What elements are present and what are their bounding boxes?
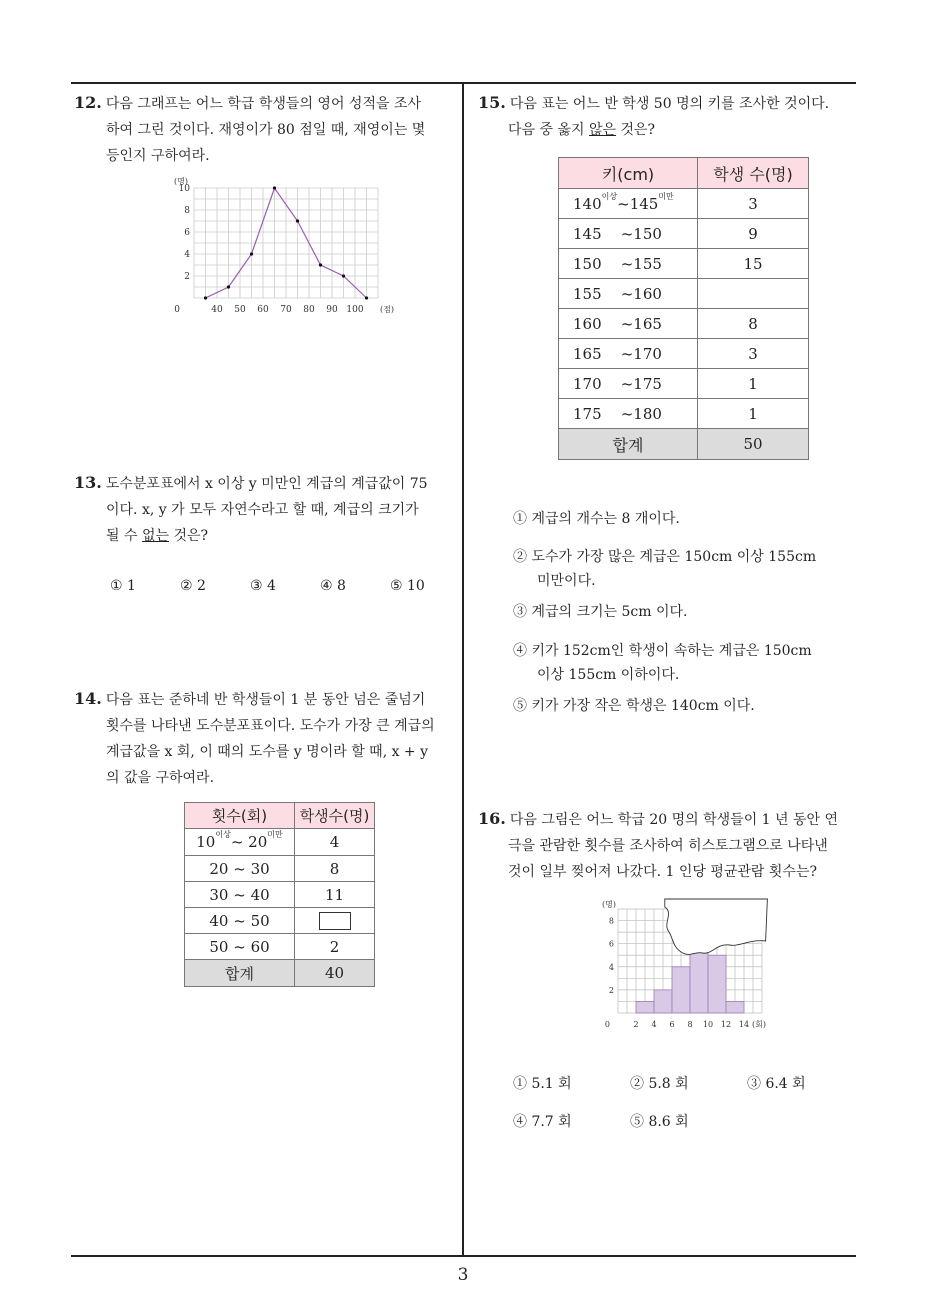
total-label: 합계 bbox=[559, 429, 698, 460]
col-header: 학생수(명) bbox=[295, 803, 375, 829]
q12-score-line-chart bbox=[168, 172, 398, 317]
data-point bbox=[365, 296, 368, 299]
option-2[interactable] bbox=[513, 545, 816, 593]
class-low: 20 bbox=[209, 859, 229, 878]
freq-cell bbox=[698, 279, 809, 309]
option-text: ② 도수가 가장 많은 계급은 150cm 이상 155cm bbox=[513, 549, 817, 565]
question-text: 도수분포표에서 x 이상 y 미만인 계급의 계급값이 75 bbox=[105, 476, 428, 492]
x-tick-label: 6 bbox=[669, 1020, 675, 1029]
freq-cell: 8 bbox=[295, 856, 375, 882]
class-low: 150 bbox=[573, 254, 602, 273]
option-5[interactable] bbox=[513, 694, 755, 718]
class-low: 50 bbox=[209, 937, 229, 956]
class-high: 50 bbox=[250, 911, 270, 930]
tilde: ~ bbox=[617, 194, 630, 213]
y-tick-label: 6 bbox=[608, 939, 614, 949]
option-text: ③ 계급의 크기는 5cm 이다. bbox=[513, 604, 688, 620]
y-tick-label: 0 bbox=[604, 1020, 610, 1029]
class-cell bbox=[559, 189, 698, 219]
total-value: 50 bbox=[698, 429, 809, 460]
torn-edge bbox=[665, 899, 768, 954]
data-point bbox=[296, 219, 299, 222]
class-high: 40 bbox=[250, 885, 270, 904]
class-high: 170 bbox=[633, 344, 662, 363]
tilde: ~ bbox=[620, 344, 634, 363]
text-part: 될 수 bbox=[106, 528, 142, 544]
x-axis-unit: (회) bbox=[752, 1020, 766, 1029]
tilde: ~ bbox=[620, 254, 634, 273]
y-tick-label: 2 bbox=[608, 985, 614, 995]
freq-cell: 1 bbox=[698, 399, 809, 429]
y-tick-label: 2 bbox=[184, 272, 190, 282]
underlined-word: 않은 bbox=[588, 122, 617, 138]
class-cell bbox=[559, 219, 698, 249]
freq-cell: 2 bbox=[295, 934, 375, 960]
data-point bbox=[250, 252, 253, 255]
choice-4[interactable]: ④ 7.7 회 bbox=[513, 1114, 572, 1130]
freq-cell: 4 bbox=[295, 829, 375, 856]
x-tick-label: 14 bbox=[738, 1020, 750, 1029]
class-low: 10 bbox=[196, 833, 216, 851]
class-low: 40 bbox=[209, 911, 229, 930]
sup-ge: 이상 bbox=[215, 830, 231, 839]
blank-answer-box bbox=[319, 912, 351, 930]
class-low: 165 bbox=[573, 344, 602, 363]
question-text: 의 값을 구하여라. bbox=[106, 770, 215, 786]
class-cell bbox=[185, 882, 295, 908]
col-header: 학생 수(명) bbox=[698, 158, 809, 189]
x-tick-label: 60 bbox=[257, 305, 269, 315]
text-part: 것은? bbox=[169, 528, 209, 544]
question-number: 16. bbox=[478, 809, 506, 828]
option-4[interactable] bbox=[513, 639, 812, 687]
choice-3[interactable]: ③ 4 bbox=[250, 578, 276, 594]
question-text: 다음 표는 준하네 반 학생들이 1 분 동안 넘은 줄넘기 bbox=[105, 692, 426, 708]
total-value: 40 bbox=[295, 960, 375, 987]
class-cell bbox=[559, 309, 698, 339]
class-high: 165 bbox=[633, 314, 662, 333]
y-tick-label: 8 bbox=[608, 916, 614, 926]
question-text: 다음 표는 어느 반 학생 50 명의 키를 조사한 것이다. bbox=[509, 96, 830, 112]
sup-lt: 미만 bbox=[658, 191, 674, 201]
question-15 bbox=[478, 90, 862, 143]
choice-3[interactable]: ③ 6.4 회 bbox=[747, 1076, 806, 1092]
column-divider bbox=[462, 82, 464, 1257]
x-tick-label: 70 bbox=[280, 305, 292, 315]
histogram-bar bbox=[726, 1001, 744, 1013]
tilde: ~ bbox=[620, 224, 634, 243]
col-header: 횟수(회) bbox=[185, 803, 295, 829]
class-low: 155 bbox=[573, 284, 602, 303]
q15-height-table bbox=[558, 157, 809, 460]
tilde: ~ bbox=[620, 314, 634, 333]
freq-cell: 1 bbox=[698, 369, 809, 399]
class-low: 160 bbox=[573, 314, 602, 333]
question-number: 15. bbox=[478, 93, 506, 112]
y-tick-label: 8 bbox=[184, 206, 190, 216]
class-low: 140 bbox=[573, 194, 602, 213]
choice-1[interactable]: ① 5.1 회 bbox=[513, 1076, 572, 1092]
x-tick-label: 2 bbox=[633, 1020, 639, 1029]
text-part: 다음 중 옳지 bbox=[508, 122, 589, 138]
underlined-word: 없는 bbox=[141, 528, 170, 544]
x-tick-label: 50 bbox=[234, 305, 246, 315]
choice-5[interactable]: ⑤ 10 bbox=[390, 578, 425, 594]
tilde: ~ bbox=[233, 911, 246, 930]
question-text: 횟수를 나타낸 도수분포표이다. 도수가 가장 큰 계급의 bbox=[106, 718, 435, 734]
x-tick-label: 8 bbox=[687, 1020, 693, 1029]
question-text bbox=[478, 117, 862, 143]
class-high: 160 bbox=[633, 284, 662, 303]
question-text: 계급값을 x 회, 이 때의 도수를 y 명이라 할 때, x + y bbox=[106, 744, 429, 760]
total-label: 합계 bbox=[185, 960, 295, 987]
y-tick-label: 6 bbox=[184, 228, 190, 238]
data-point bbox=[227, 285, 230, 288]
x-tick-label: 40 bbox=[211, 305, 223, 315]
x-tick-label: 90 bbox=[326, 305, 338, 315]
option-text: ⑤ 키가 가장 작은 학생은 140cm 이다. bbox=[513, 698, 755, 714]
option-text: ④ 키가 152cm인 학생이 속하는 계급은 150cm bbox=[513, 643, 812, 659]
option-text: 미만이다. bbox=[537, 573, 596, 589]
class-high: 150 bbox=[633, 224, 662, 243]
option-text: 이상 155cm 이하이다. bbox=[537, 667, 680, 683]
question-16 bbox=[478, 806, 862, 885]
class-high: 145 bbox=[629, 194, 659, 213]
data-point bbox=[319, 263, 322, 266]
y-axis-unit: (명) bbox=[174, 177, 188, 186]
class-low: 30 bbox=[209, 885, 229, 904]
tilde: ~ bbox=[233, 859, 246, 878]
class-low: 170 bbox=[573, 374, 602, 393]
bottom-rule bbox=[71, 1255, 856, 1257]
data-point bbox=[273, 186, 276, 189]
freq-cell: 11 bbox=[295, 882, 375, 908]
class-cell bbox=[559, 279, 698, 309]
tilde: ~ bbox=[620, 374, 634, 393]
x-tick-label: 12 bbox=[720, 1020, 732, 1029]
y-tick-label: 10 bbox=[178, 184, 190, 194]
option-3[interactable] bbox=[513, 600, 687, 624]
class-cell bbox=[559, 249, 698, 279]
histogram-bar bbox=[672, 967, 690, 1013]
freq-cell: 9 bbox=[698, 219, 809, 249]
class-high: 20 bbox=[248, 833, 268, 851]
col-header: 키(cm) bbox=[559, 158, 698, 189]
question-text bbox=[74, 523, 458, 549]
class-low: 145 bbox=[573, 224, 602, 243]
freq-cell: 15 bbox=[698, 249, 809, 279]
tilde: ~ bbox=[233, 937, 246, 956]
y-tick-label: 4 bbox=[184, 250, 190, 260]
question-text: 등인지 구하여라. bbox=[106, 148, 210, 164]
y-tick-label: 0 bbox=[174, 305, 180, 315]
choice-1[interactable]: ① 1 bbox=[110, 578, 136, 594]
question-number: 13. bbox=[74, 473, 102, 492]
option-1[interactable] bbox=[513, 507, 680, 531]
class-cell bbox=[185, 856, 295, 882]
class-high: 155 bbox=[633, 254, 662, 273]
page-number: 3 bbox=[457, 1265, 469, 1285]
class-cell bbox=[559, 339, 698, 369]
class-cell bbox=[559, 399, 698, 429]
freq-cell: 8 bbox=[698, 309, 809, 339]
choice-5[interactable]: ⑤ 8.6 회 bbox=[630, 1114, 689, 1130]
tilde: ~ bbox=[620, 284, 634, 303]
class-cell bbox=[185, 908, 295, 934]
text-part: 것은? bbox=[616, 122, 656, 138]
option-text: ① 계급의 개수는 8 개이다. bbox=[513, 511, 680, 527]
freq-cell: 3 bbox=[698, 339, 809, 369]
data-point bbox=[204, 296, 207, 299]
histogram-bar bbox=[636, 1001, 654, 1013]
question-number: 12. bbox=[74, 93, 102, 112]
histogram-bar bbox=[654, 990, 672, 1013]
question-text: 극을 관람한 횟수를 조사하여 히스토그램으로 나타낸 bbox=[508, 838, 828, 854]
q14-frequency-table bbox=[184, 802, 375, 987]
sup-lt: 미만 bbox=[267, 830, 283, 839]
question-14 bbox=[74, 686, 458, 791]
data-point bbox=[342, 274, 345, 277]
tilde: ~ bbox=[233, 885, 246, 904]
question-text: 다음 그래프는 어느 학급 학생들의 영어 성적을 조사 bbox=[105, 96, 421, 112]
freq-cell bbox=[295, 908, 375, 934]
choice-2[interactable]: ② 5.8 회 bbox=[630, 1076, 689, 1092]
x-tick-label: 4 bbox=[651, 1020, 657, 1029]
x-axis-unit: (점) bbox=[380, 305, 394, 314]
question-13 bbox=[74, 470, 458, 549]
x-tick-label: 80 bbox=[303, 305, 315, 315]
class-cell bbox=[185, 829, 295, 856]
class-high: 30 bbox=[250, 859, 270, 878]
class-low: 175 bbox=[573, 404, 602, 423]
y-tick-label: 4 bbox=[608, 962, 614, 972]
freq-cell: 3 bbox=[698, 189, 809, 219]
x-tick-label: 100 bbox=[346, 305, 364, 315]
sup-ge: 이상 bbox=[601, 191, 618, 201]
class-high: 175 bbox=[633, 374, 662, 393]
histogram-bar bbox=[708, 955, 726, 1013]
question-text: 다음 그림은 어느 학급 20 명의 학생들이 1 년 동안 연 bbox=[509, 812, 839, 828]
q16-torn-histogram bbox=[590, 895, 780, 1030]
question-text: 것이 일부 찢어져 나갔다. 1 인당 평균관람 횟수는? bbox=[508, 864, 817, 880]
class-high: 180 bbox=[633, 404, 662, 423]
question-12 bbox=[74, 90, 458, 169]
question-text: 하여 그린 것이다. 재영이가 80 점일 때, 재영이는 몇 bbox=[106, 122, 426, 138]
class-cell bbox=[185, 934, 295, 960]
question-text: 이다. x, y 가 모두 자연수라고 할 때, 계급의 크기가 bbox=[106, 502, 419, 518]
question-number: 14. bbox=[74, 689, 102, 708]
x-tick-label: 10 bbox=[702, 1020, 714, 1029]
class-high: 60 bbox=[250, 937, 270, 956]
tilde: ~ bbox=[620, 404, 634, 423]
tilde: ~ bbox=[230, 833, 244, 851]
class-cell bbox=[559, 369, 698, 399]
y-axis-unit: (명) bbox=[602, 900, 616, 909]
choice-2[interactable]: ② 2 bbox=[180, 578, 206, 594]
choice-4[interactable]: ④ 8 bbox=[320, 578, 346, 594]
